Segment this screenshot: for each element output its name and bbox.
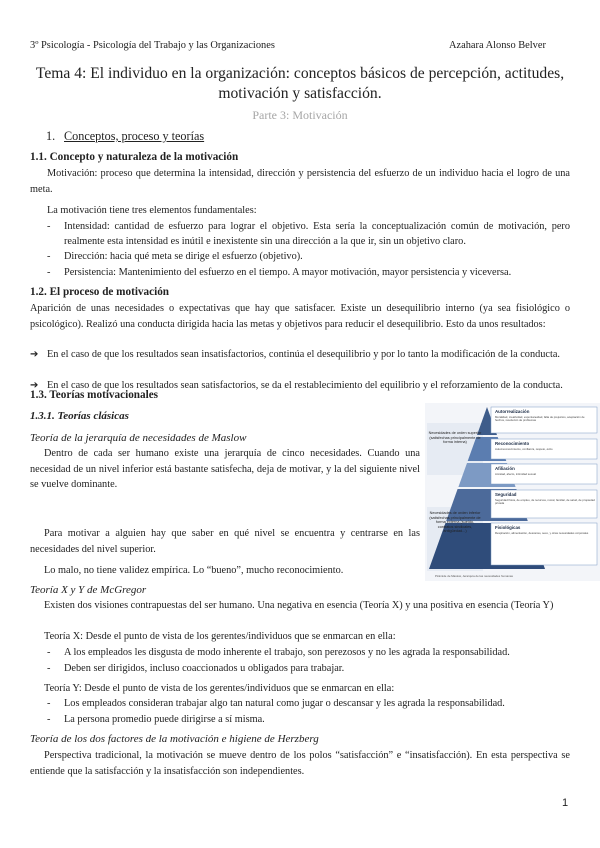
list-item	[47, 696, 570, 711]
level-name: Fisiológicas	[495, 525, 521, 530]
maslow-paragraph-2: Para motivar a alguien hay que saber en qué nivel se encuentra y centrarse en las necesidades del nivel superior.	[30, 528, 420, 555]
dash-marker: -	[47, 647, 51, 658]
maslow-heading: Teoría de la jerarquía de necesidades de Maslow	[30, 432, 247, 444]
heading-1-3: 1.3. Teorías motivacionales	[30, 389, 159, 401]
level-description: Seguridad física, de empleo, de recursos, moral, familiar, de salud, de propiedad privada	[495, 498, 595, 506]
page-number: 1	[562, 797, 569, 809]
level-name: Seguridad	[495, 492, 517, 497]
motivation-definition: Motivación: proceso que determina la intensidad, dirección y persistencia del esfuerzo de un individuo hacia el logro de una meta.	[30, 168, 570, 195]
list-item-text: Persistencia: Mantenimiento del esfuerzo en el tiempo. A mayor motivación, mayor persistencia y viceversa.	[64, 267, 512, 278]
list-item-text: Deben ser dirigidos, incluso coaccionados u obligados para trabajar.	[64, 663, 345, 674]
list-item	[47, 219, 570, 249]
arrow-bullet-icon: ➔	[30, 349, 39, 360]
lower-needs-label: Necesidades de orden inferior (satisfechas principalmente de forma externa (sueldo, contratos sindicales, antigüedad...)	[429, 511, 481, 534]
header-author: Azahara Alonso Belver	[449, 40, 546, 51]
level-name: Afiliación	[495, 466, 515, 471]
page-subtitle: Parte 3: Motivación	[252, 108, 348, 122]
list-item-text: En el caso de que los resultados sean insatisfactorios, continúa el desequilibrio y por lo tanto la modificación de la conducta.	[47, 349, 560, 360]
herzberg-paragraph: Perspectiva tradicional, la motivación se mueve dentro de los polos “satisfacción” e “insatisfacción). En esta perspectiva se entiende que la satisfacción y la insatisfacción son independientes.	[30, 750, 570, 777]
level-name: Reconocimiento	[495, 441, 530, 446]
mcgregor-heading: Teoría X y Y de McGregor	[30, 584, 147, 596]
maslow-paragraph-3: Lo malo, no tiene validez empírica. Lo “bueno”, mucho reconocimiento.	[44, 565, 344, 576]
dash-marker: -	[47, 663, 51, 674]
dash-marker: -	[47, 221, 51, 232]
theory-x-intro: Teoría X: Desde el punto de vista de los gerentes/individuos que se enmarcan en ella:	[44, 631, 396, 642]
list-item-text: La persona promedio puede dirigirse a sí misma.	[64, 714, 265, 725]
section-1-heading	[46, 129, 204, 144]
section-1-text: Conceptos, proceso y teorías	[64, 129, 205, 143]
heading-1-1: 1.1. Concepto y naturaleza de la motivación	[30, 151, 239, 163]
level-name: Autorrealización	[495, 409, 530, 414]
arrow-bullet-icon: ➔	[30, 380, 39, 391]
level-description: Moralidad, creatividad, espontaneidad, falta de prejuicios, aceptación de hechos, resolución de problemas	[495, 415, 585, 423]
section-1-number: 1.	[46, 129, 56, 143]
dash-marker: -	[47, 714, 51, 725]
figure-caption: Pirámide de Maslow, Jerarquía de las necesidades humanas	[435, 574, 513, 578]
header-course: 3º Psicología - Psicología del Trabajo y las Organizaciones	[30, 40, 275, 51]
list-item-text: Los empleados consideran trabajar algo tan natural como jugar o descansar y les agrada la responsabilidad.	[64, 698, 505, 709]
list-item	[47, 661, 570, 676]
maslow-paragraph-1: Dentro de cada ser humano existe una jerarquía de cinco necesidades. Cuando una necesidad de un nivel inferior está bastante satisfecha, deja de motivar, y la del siguiente nivel se vuelve dominante.	[30, 448, 420, 490]
herzberg-heading: Teoría de los dos factores de la motivación e higiene de Herzberg	[30, 733, 319, 745]
theory-y-intro: Teoría Y: Desde el punto de vista de los gerentes/individuos que se enmarcan en ella:	[44, 683, 395, 694]
mcgregor-paragraph: Existen dos visiones contrapuestas del ser humano. Una negativa en esencia (Teoría X) y una positiva en esencia (Teoría Y)	[44, 600, 554, 611]
maslow-pyramid-figure	[425, 403, 600, 581]
list-item	[47, 712, 570, 727]
heading-1-3-1: 1.3.1. Teorías clásicas	[30, 410, 129, 422]
level-description: Amistad, afecto, intimidad sexual	[495, 472, 536, 476]
process-paragraph: Aparición de unas necesidades o expectativas que hay que satisfacer. Existe un desequilibrio interno (ya sea fisiológico o psicológico). Realizó una conducta dirigida hacia las metas y objetivos para reducir el desequilibrio. Esto da unos resultados:	[30, 303, 570, 330]
list-item-text: Dirección: hacia qué meta se dirige el esfuerzo (objetivo).	[64, 251, 303, 262]
list-item-text: A los empleados les disgusta de modo inherente el trabajo, son perezosos y no les agrada la responsabilidad.	[64, 647, 510, 658]
level-description: Autorreconocimiento, confianza, respeto, éxito	[495, 447, 553, 451]
heading-1-2: 1.2. El proceso de motivación	[30, 286, 170, 298]
dash-marker: -	[47, 698, 51, 709]
list-item	[30, 347, 570, 362]
dash-marker: -	[47, 251, 51, 262]
level-description: Respiración, alimentación, descanso, sexo, y otras necesidades corporales	[495, 531, 589, 535]
list-item	[47, 249, 570, 264]
list-item	[47, 265, 570, 280]
upper-needs-label: Necesidades de orden superior (satisfechas principalmente de forma interna)	[428, 431, 482, 445]
list-item-text: En el caso de que los resultados sean satisfactorios, se da el restablecimiento del equilibrio y el reforzamiento de la conducta.	[47, 380, 563, 391]
dash-marker: -	[47, 267, 51, 278]
page-title: Tema 4: El individuo en la organización: conceptos básicos de percepción, actitudes, motivación y satisfacción.	[35, 65, 565, 102]
list-item	[47, 645, 570, 660]
elements-intro: La motivación tiene tres elementos fundamentales:	[47, 205, 257, 216]
list-item-text: Intensidad: cantidad de esfuerzo para lograr el objetivo. Esta sería la conceptualización común de motivación, pero realmente esta intensidad es inútil e inexistente sin una dirección a la que ir, sin un objetivo claro.	[64, 221, 570, 247]
